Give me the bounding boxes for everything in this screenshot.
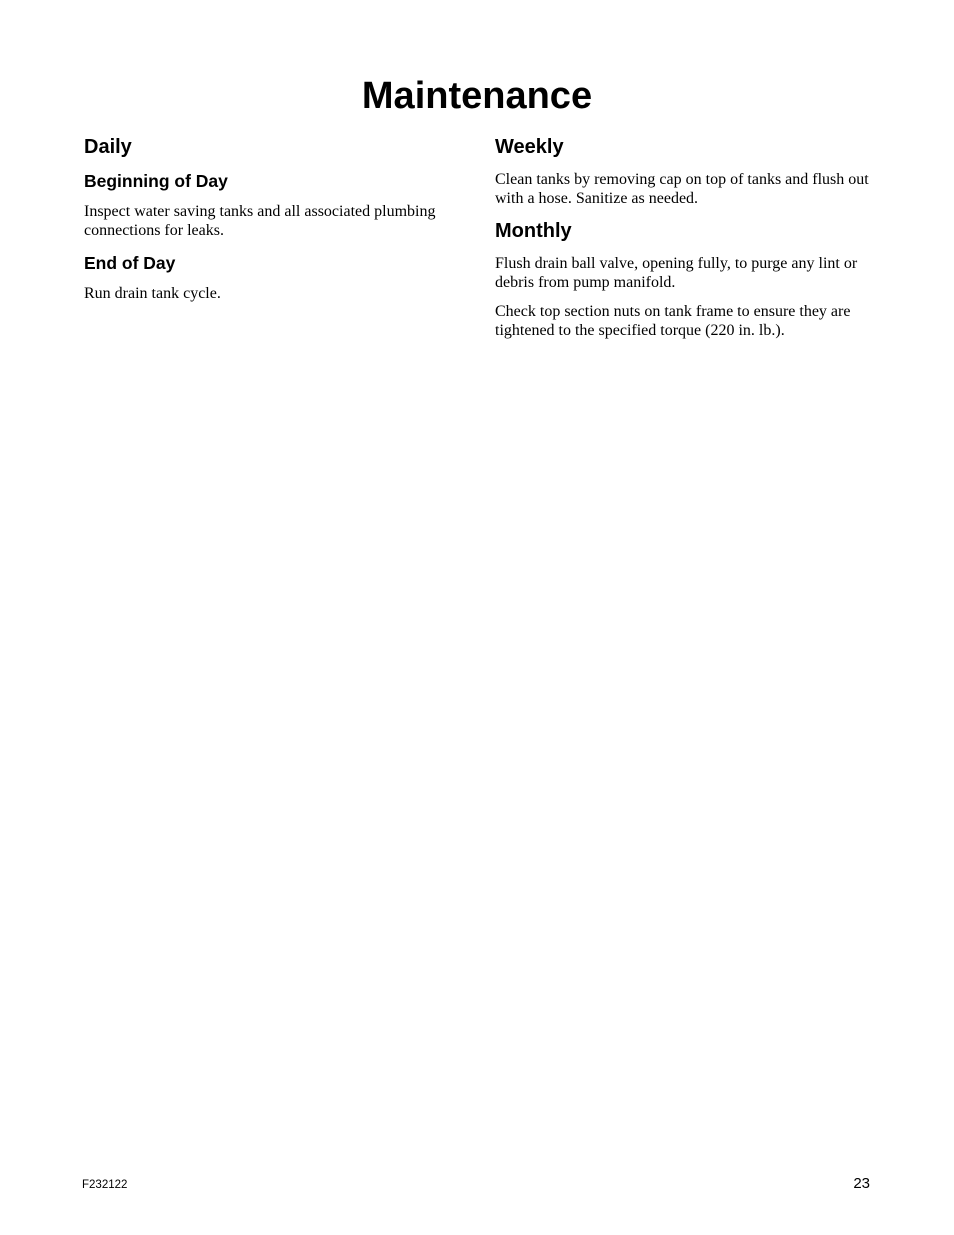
monthly-heading: Monthly [495,220,572,242]
monthly-paragraph-2: Check top section nuts on tank frame to ensure they are tightened to the specified torque (220 in. lb.). [495,303,851,339]
daily-heading: Daily [84,136,132,158]
document-number: F232122 [82,1179,128,1191]
end-of-day-text: Run drain tank cycle. [84,285,221,302]
end-of-day-heading: End of Day [84,253,176,273]
beginning-of-day-heading: Beginning of Day [84,171,228,191]
page-number: 23 [853,1175,870,1192]
monthly-paragraph-1: Flush drain ball valve, opening fully, to purge any lint or debris from pump manifold. [495,255,858,291]
right-column [495,134,880,350]
weekly-text: Clean tanks by removing cap on top of tanks and flush out with a hose. Sanitize as needed. [495,171,869,207]
page-title: Maintenance [361,75,593,117]
weekly-heading: Weekly [495,136,564,158]
left-column [84,134,469,313]
beginning-of-day-text: Inspect water saving tanks and all associated plumbing connections for leaks. [84,203,436,239]
